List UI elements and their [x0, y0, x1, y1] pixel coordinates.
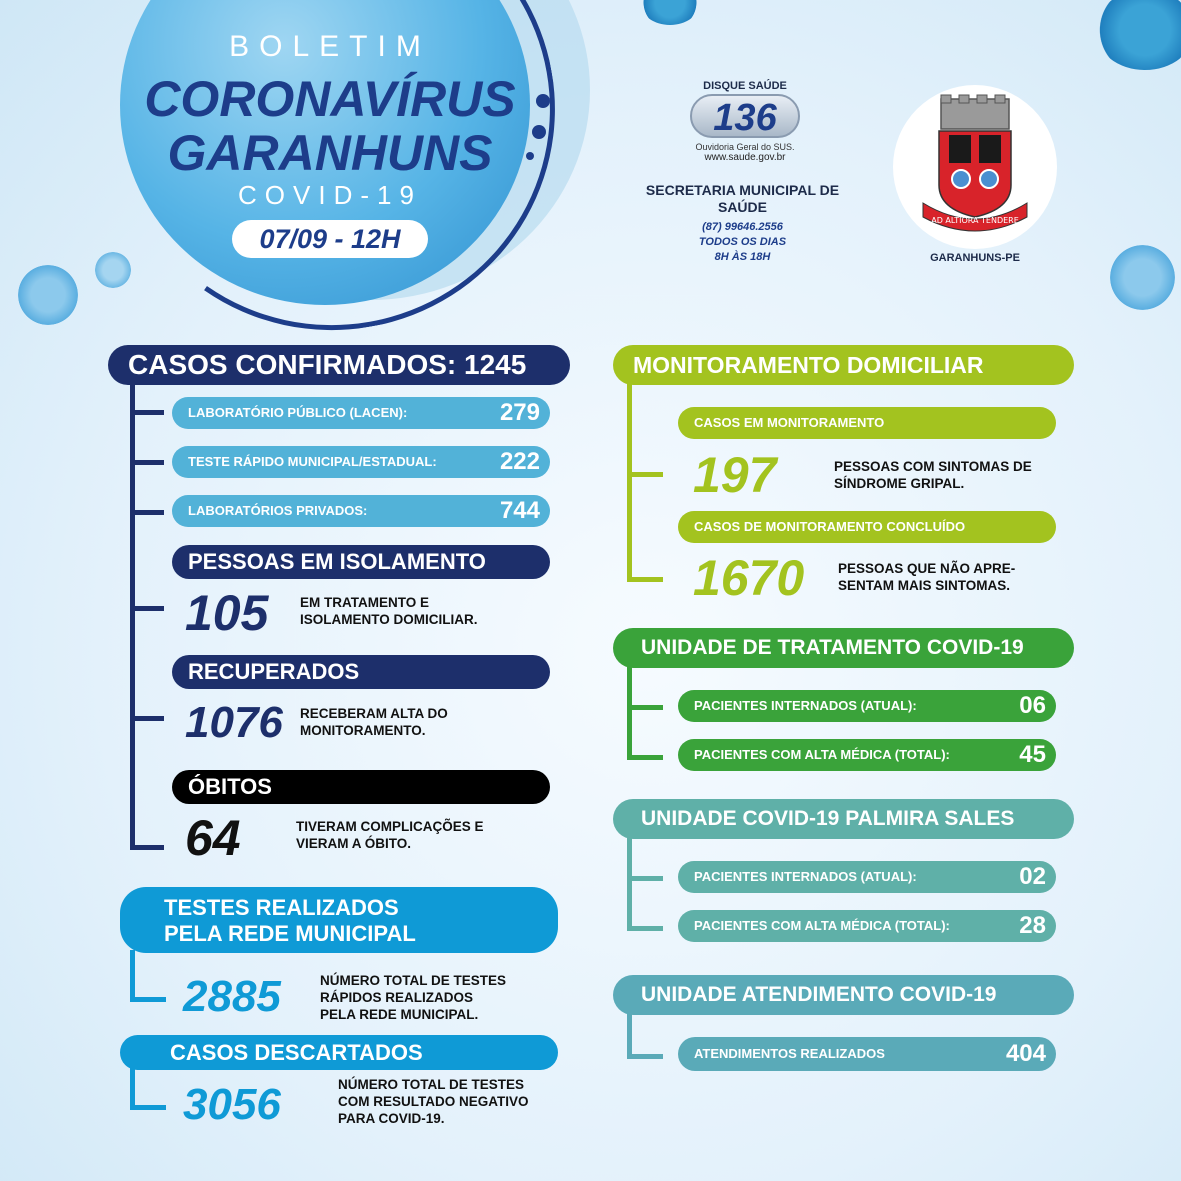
tree-line	[627, 1012, 632, 1059]
obitos-desc	[296, 818, 484, 852]
crest-emblem	[893, 85, 1057, 249]
monitoramento-concluido-desc	[838, 560, 1015, 594]
monitoramento-header: MONITORAMENTO DOMICILIAR	[613, 345, 1074, 385]
disque-label: DISQUE SAÚDE	[703, 80, 787, 92]
tree-branch	[130, 845, 164, 850]
confirmados-item	[172, 495, 550, 527]
tree-line	[130, 1068, 135, 1110]
virus-decoration-icon	[640, 0, 700, 25]
desc-line: PELA REDE MUNICIPAL.	[320, 1007, 479, 1022]
isolamento-value: 105	[185, 585, 269, 641]
header-title	[130, 72, 530, 180]
secretaria-phone: (87) 99646.2556	[702, 221, 783, 233]
testes-title-line2: PELA REDE MUNICIPAL	[164, 921, 416, 946]
monitoramento-em-label: CASOS EM MONITORAMENTO	[694, 415, 885, 430]
secretaria-title: SECRETARIA MUNICIPAL DE SAÚDE	[645, 182, 840, 215]
item-value: 404	[1005, 1040, 1046, 1067]
disque-number: 136	[690, 94, 800, 138]
bubble-dot	[532, 125, 546, 139]
unidade-tratamento-item	[678, 690, 1056, 722]
descartados-header: CASOS DESCARTADOS	[120, 1035, 558, 1070]
isolamento-desc	[300, 594, 478, 628]
obitos-header: ÓBITOS	[172, 770, 550, 804]
secretaria-days: TODOS OS DIAS	[698, 236, 787, 248]
palmira-header: UNIDADE COVID-19 PALMIRA SALES	[613, 799, 1074, 839]
confirmados-item-label: LABORATÓRIOS PRIVADOS:	[188, 503, 368, 518]
obitos-value: 64	[185, 810, 241, 866]
confirmados-item-label: TESTE RÁPIDO MUNICIPAL/ESTADUAL:	[188, 454, 437, 469]
tree-branch	[627, 705, 663, 710]
monitoramento-concluido-value: 1670	[693, 550, 805, 606]
confirmados-item-value: 744	[499, 497, 540, 524]
recuperados-value: 1076	[185, 698, 283, 747]
tree-line	[627, 836, 632, 931]
tree-branch	[627, 755, 663, 760]
tree-branch	[627, 876, 663, 881]
item-label: PACIENTES INTERNADOS (ATUAL):	[694, 869, 917, 884]
tree-branch	[627, 472, 663, 477]
virus-decoration-icon	[1110, 245, 1175, 310]
item-label: PACIENTES INTERNADOS (ATUAL):	[694, 698, 917, 713]
tree-line	[130, 380, 135, 850]
confirmados-item-value: 222	[499, 448, 540, 475]
monitoramento-concluido-pill	[678, 511, 1056, 543]
desc-line: EM TRATAMENTO E	[300, 595, 429, 610]
header-title-line2: GARANHUNS	[167, 125, 493, 181]
palmira-item	[678, 861, 1056, 893]
confirmados-item-label: LABORATÓRIO PÚBLICO (LACEN):	[188, 405, 408, 420]
desc-line: RECEBERAM ALTA DO	[300, 706, 448, 721]
bubble-dot	[536, 94, 550, 108]
item-label: PACIENTES COM ALTA MÉDICA (TOTAL):	[694, 918, 950, 933]
desc-line: NÚMERO TOTAL DE TESTES	[320, 973, 507, 988]
atendimento-item	[678, 1037, 1056, 1071]
testes-header	[120, 887, 558, 953]
virus-decoration-icon	[1095, 0, 1181, 70]
desc-line: NÚMERO TOTAL DE TESTES	[338, 1077, 525, 1092]
crest-icon	[893, 85, 1057, 249]
recuperados-header: RECUPERADOS	[172, 655, 550, 689]
tree-branch	[130, 1105, 166, 1110]
monitoramento-em-value: 197	[693, 447, 777, 503]
tree-branch	[130, 460, 164, 465]
desc-line: PESSOAS COM SINTOMAS DE	[834, 459, 1032, 474]
virus-decoration-icon	[18, 265, 78, 325]
crest-motto: AD ALTIORA TENDERE	[931, 216, 1019, 225]
tree-branch	[130, 997, 166, 1002]
crest-city: GARANHUNS-PE	[930, 252, 1020, 264]
header-date: 07/09 - 12H	[232, 220, 428, 258]
item-label: PACIENTES COM ALTA MÉDICA (TOTAL):	[694, 747, 950, 762]
monitoramento-concluido-label: CASOS DE MONITORAMENTO CONCLUÍDO	[694, 519, 966, 534]
desc-line: RÁPIDOS REALIZADOS	[320, 990, 474, 1005]
tree-line	[627, 665, 632, 760]
disque-sub1: Ouvidoria Geral do SUS.	[695, 142, 795, 152]
header-title-line1: CORONAVÍRUS	[144, 71, 516, 127]
item-value: 45	[1019, 741, 1046, 768]
monitoramento-em-pill	[678, 407, 1056, 439]
disque-sub2: www.saude.gov.br	[704, 152, 786, 163]
tree-branch	[130, 716, 164, 721]
confirmados-item-value: 279	[499, 399, 540, 426]
unidade-tratamento-header: UNIDADE DE TRATAMENTO COVID-19	[613, 628, 1074, 668]
desc-line: VIERAM A ÓBITO.	[296, 836, 412, 851]
tree-branch	[627, 926, 663, 931]
tree-branch	[130, 510, 164, 515]
desc-line: ISOLAMENTO DOMICILIAR.	[300, 612, 478, 627]
desc-line: TIVERAM COMPLICAÇÕES E	[296, 819, 484, 834]
isolamento-header: PESSOAS EM ISOLAMENTO	[172, 545, 550, 579]
tree-branch	[627, 1054, 663, 1059]
desc-line: SENTAM MAIS SINTOMAS.	[838, 578, 1011, 593]
tree-branch	[627, 577, 663, 582]
tree-branch	[130, 410, 164, 415]
header-boletim: BOLETIM	[229, 30, 431, 63]
tree-line	[130, 950, 135, 1002]
descartados-desc	[338, 1076, 529, 1127]
item-value: 02	[1019, 863, 1046, 890]
testes-desc	[320, 972, 506, 1023]
confirmados-header: CASOS CONFIRMADOS: 1245	[108, 345, 570, 385]
desc-line: PARA COVID-19.	[338, 1111, 445, 1126]
atendimento-header: UNIDADE ATENDIMENTO COVID-19	[613, 975, 1074, 1015]
item-label: ATENDIMENTOS REALIZADOS	[694, 1046, 885, 1061]
desc-line: SÍNDROME GRIPAL.	[834, 476, 965, 491]
unidade-tratamento-item	[678, 739, 1056, 771]
recuperados-desc	[300, 705, 448, 739]
tree-branch	[130, 606, 164, 611]
secretaria-hours: 8H ÀS 18H	[714, 251, 771, 263]
item-value: 28	[1019, 912, 1046, 939]
desc-line: MONITORAMENTO.	[300, 723, 426, 738]
testes-value: 2885	[183, 972, 281, 1021]
desc-line: PESSOAS QUE NÃO APRE-	[838, 561, 1016, 576]
header-subtitle: COVID-19	[238, 180, 422, 210]
descartados-value: 3056	[183, 1080, 281, 1129]
palmira-item	[678, 910, 1056, 942]
desc-line: COM RESULTADO NEGATIVO	[338, 1094, 529, 1109]
testes-title-line1: TESTES REALIZADOS	[164, 895, 399, 920]
monitoramento-em-desc	[834, 458, 1032, 492]
tree-line	[627, 382, 632, 582]
confirmados-item	[172, 446, 550, 478]
confirmados-item	[172, 397, 550, 429]
item-value: 06	[1019, 692, 1046, 719]
virus-decoration-icon	[95, 252, 131, 288]
